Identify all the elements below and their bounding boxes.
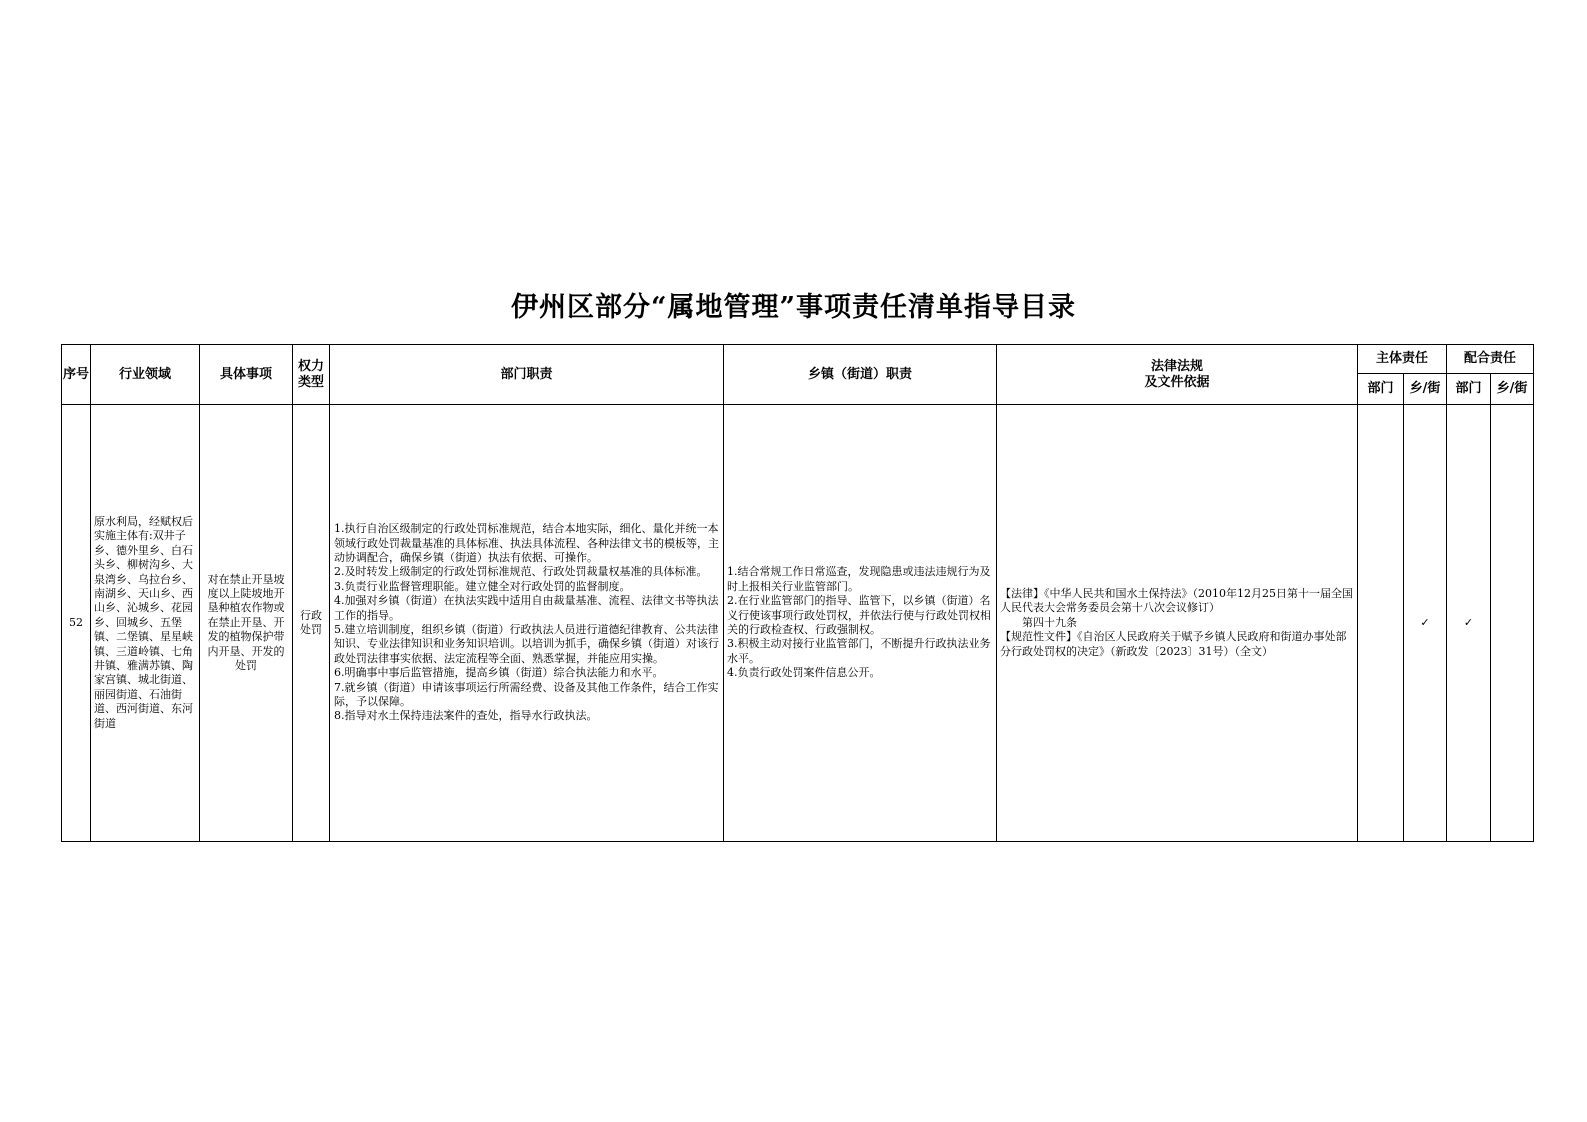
header-town-duty: 乡镇（街道）职责 (724, 345, 997, 405)
dept-duty-item: 4.加强对乡镇（街道）在执法实践中适用自由裁量基准、流程、法律文书等执法工作的指导。 (334, 594, 719, 622)
header-field: 行业领域 (91, 345, 200, 405)
town-duty-item: 3.积极主动对接行业监管部门，不断提升行政执法业务水平。 (727, 637, 991, 665)
cell-field: 原水利局，经赋权后实施主体有:双井子乡、德外里乡、白石头乡、柳树沟乡、大泉湾乡、乌拉台乡、南湖乡、天山乡、西山乡、沁城乡、花园乡、回城乡、五堡镇、二堡镇、星星峡镇、三道岭镇、七角井镇、雅满苏镇、陶家宫镇、城北街道、丽园街道、石油街道、西河街道、东河街道 (91, 405, 200, 842)
dept-duty-item: 5.建立培训制度，组织乡镇（街道）行政执法人员进行道德纪律教育、公共法律知识、专业法律知识和业务知识培训。以培训为抓手，确保乡镇（街道）对该行政处罚法律事实依据、法定流程等全面、熟悉掌握，并能应用实操。 (334, 623, 719, 665)
cell-town-duty (724, 405, 997, 842)
cell-seq: 52 (62, 405, 91, 842)
dept-duty-item: 2.及时转发上级制定的行政处罚标准规范、行政处罚裁量权基准的具体标准。 (334, 565, 708, 579)
header-seq: 序号 (62, 345, 91, 405)
table-row (62, 405, 1534, 842)
header-law-line2: 及文件依据 (1144, 374, 1210, 390)
cell-dept-duty (330, 405, 724, 842)
cell-coop-dept-check: ✓ (1447, 405, 1491, 842)
cell-main-town-check: ✓ (1404, 405, 1447, 842)
subheader-coop-dept: 部门 (1447, 374, 1491, 405)
town-duty-item: 4.负责行政处罚案件信息公开。 (727, 666, 881, 680)
dept-duty-item: 7.就乡镇（街道）申请该事项运行所需经费、设备及其他工作条件，结合工作实际，予以保障。 (334, 680, 719, 709)
responsibility-table (61, 344, 1534, 842)
header-power-type: 权力类型 (293, 345, 330, 405)
cell-coop-town (1491, 405, 1534, 842)
dept-duty-item: 8.指导对水土保持违法案件的查处，指导水行政执法。 (334, 709, 598, 723)
header-item: 具体事项 (200, 345, 293, 405)
dept-duty-item: 6.明确事中事后监管措施，提高乡镇（街道）综合执法能力和水平。 (334, 666, 664, 680)
law-item: 【规范性文件】《自治区人民政府关于赋予乡镇人民政府和街道办事处部分行政处罚权的决定》（新政发〔2023〕31号）（全文） (1000, 630, 1347, 658)
header-coop-resp: 配合责任 (1447, 345, 1534, 374)
cell-law (997, 405, 1358, 842)
cell-main-dept (1358, 405, 1404, 842)
header-main-resp: 主体责任 (1358, 345, 1447, 374)
town-duty-item: 1.结合常规工作日常巡查，发现隐患或违法违规行为及时上报相关行业监管部门。 (727, 565, 991, 593)
header-dept-duty: 部门职责 (330, 345, 724, 405)
dept-duty-item: 1.执行自治区级制定的行政处罚标准规范，结合本地实际，细化、量化并统一本领域行政处罚裁量基准的具体标准、执法具体流程、各种法律文书的模板等，主动协调配合，确保乡镇（街道）执法有依据、可操作。 (334, 522, 719, 564)
town-duty-item: 2.在行业监管部门的指导、监管下，以乡镇（街道）名义行使该事项行政处罚权，并依法行使与行政处罚权相关的行政检查权、行政强制权。 (727, 594, 991, 636)
law-article: 第四十九条 (1022, 615, 1077, 629)
header-law (997, 345, 1358, 405)
cell-power-type: 行政处罚 (293, 405, 330, 842)
dept-duty-item: 3.负责行业监督管理职能。建立健全对行政处罚的监督制度。 (334, 579, 631, 593)
subheader-main-dept: 部门 (1358, 374, 1404, 405)
subheader-coop-town: 乡/街 (1491, 374, 1534, 405)
cell-item: 对在禁止开垦坡度以上陡坡地开垦种植农作物或在禁止开垦、开发的植物保护带内开垦、开发的处罚 (200, 405, 293, 842)
page-title: 伊州区部分“属地管理”事项责任清单指导目录 (510, 292, 1077, 323)
header-law-line1: 法律法规 (1150, 358, 1203, 374)
law-item: 【法律】《中华人民共和国水土保持法》（2010年12月25日第十一届全国人民代表大会常务委员会第十八次会议修订） (1000, 586, 1353, 615)
subheader-main-town: 乡/街 (1404, 374, 1447, 405)
header-row (62, 345, 1534, 374)
